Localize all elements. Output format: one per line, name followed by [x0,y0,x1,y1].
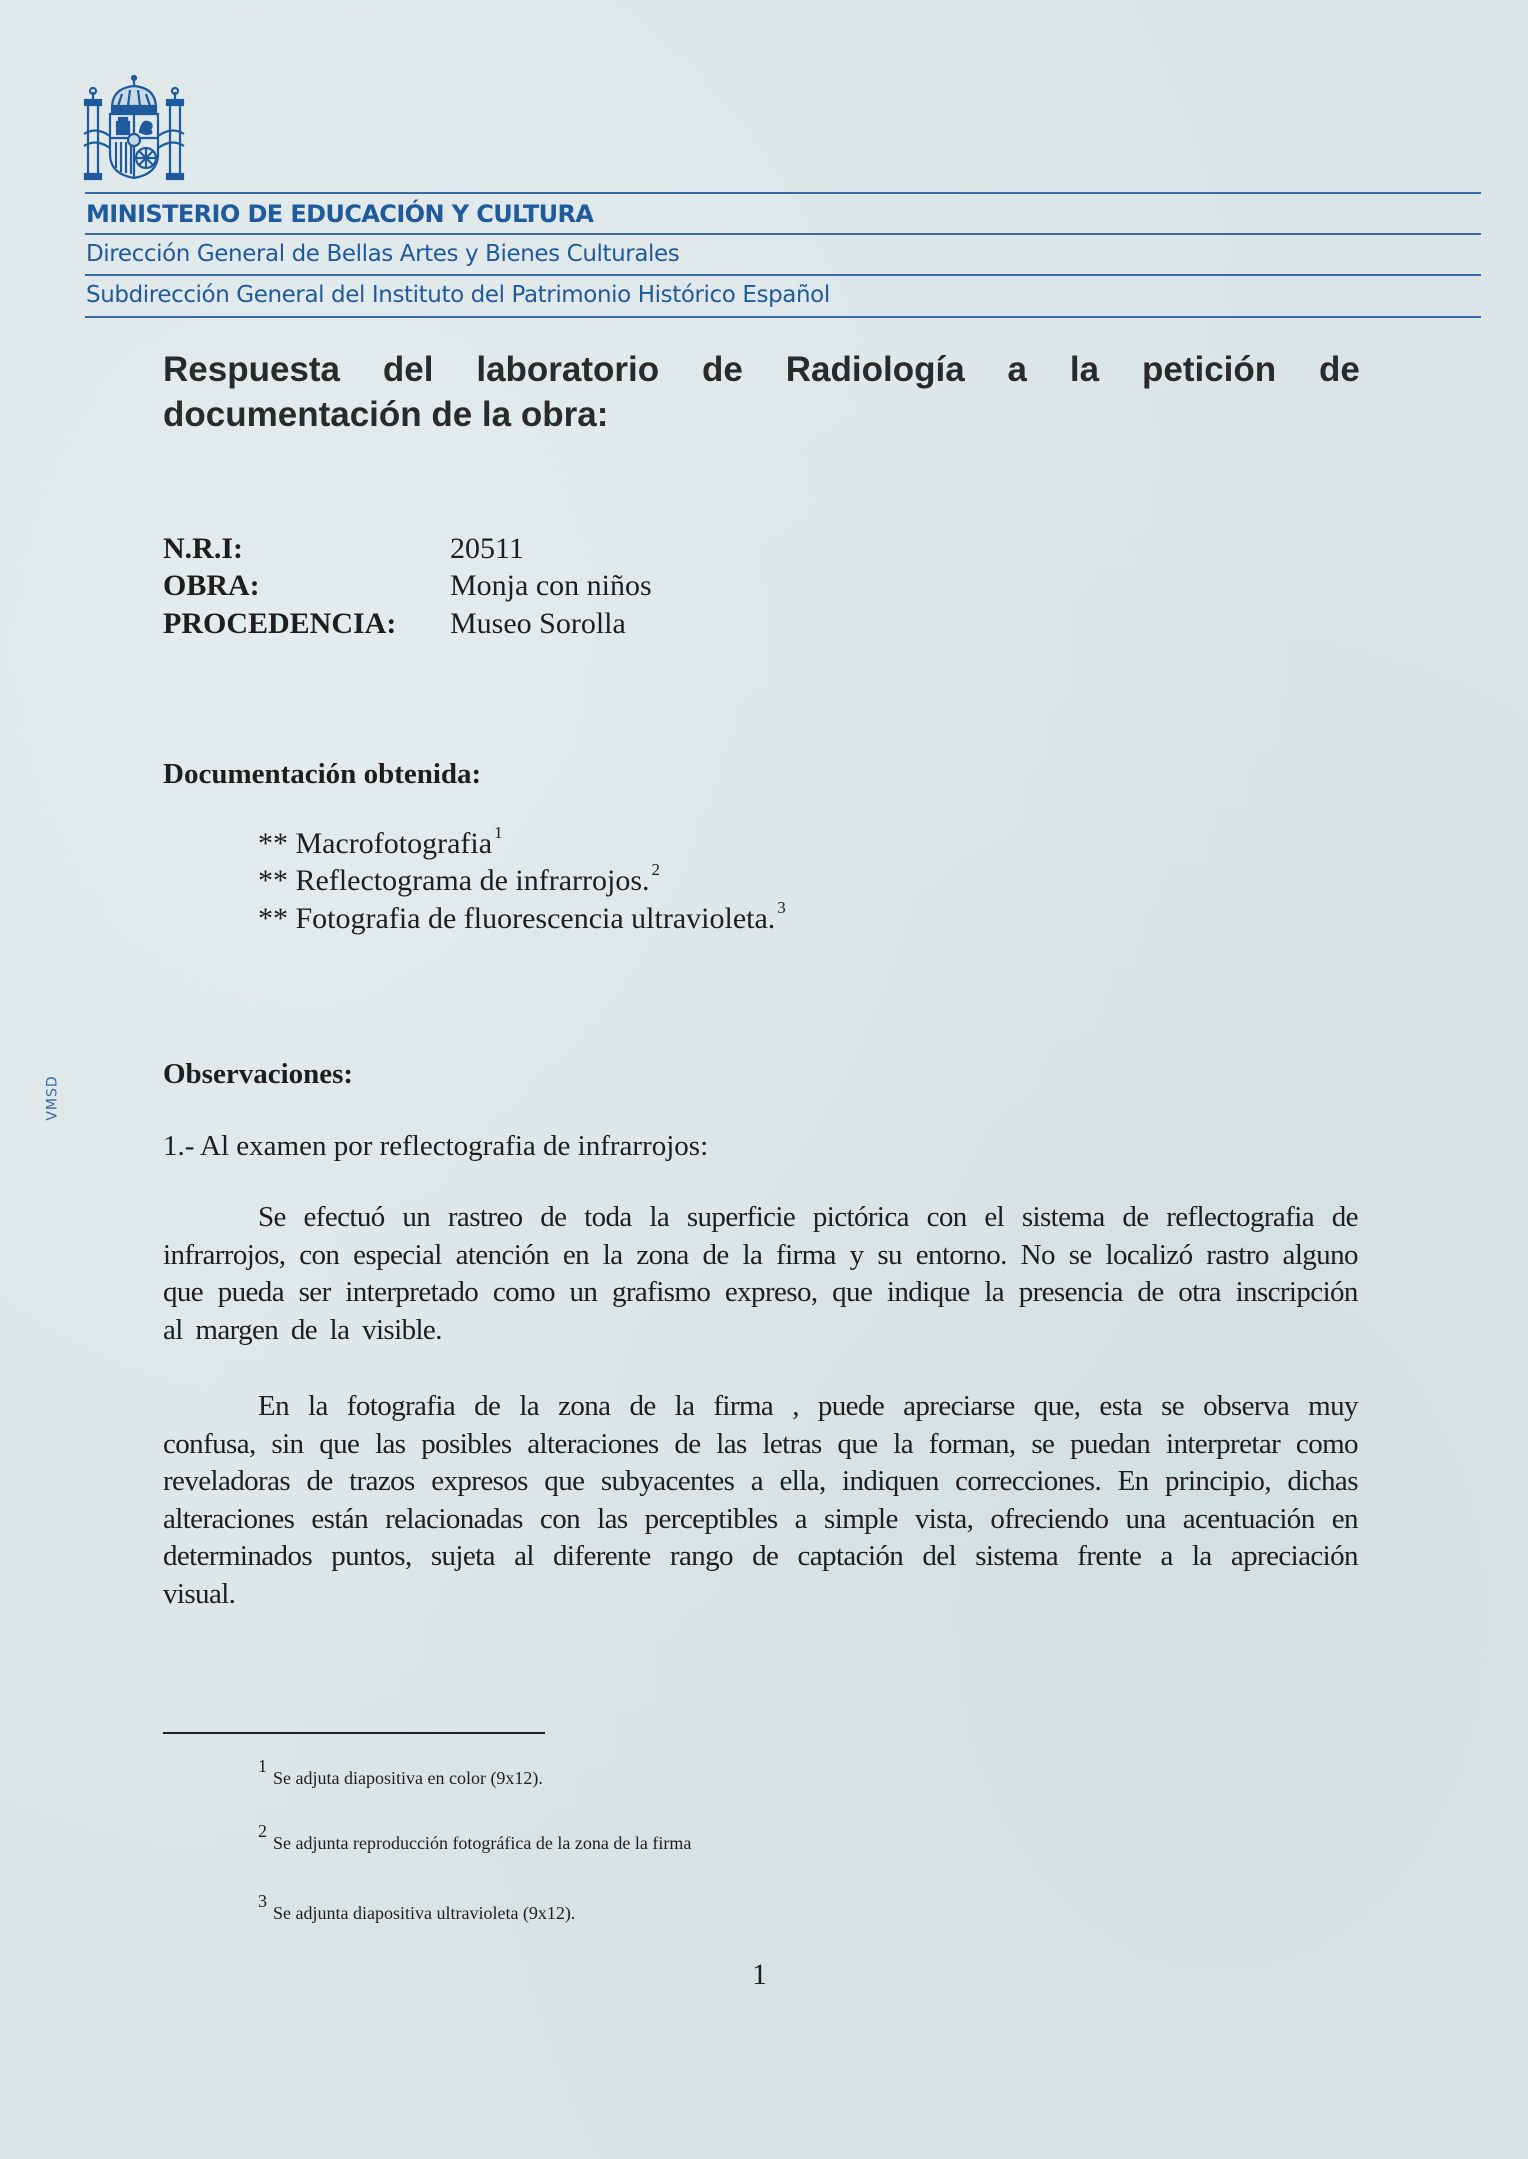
word: en [1331,1502,1358,1535]
title-word: laboratorio [476,350,660,389]
margin-stamp: VMSD [44,1075,61,1121]
word: toda [584,1201,632,1233]
word: expresos [431,1465,528,1497]
documentation-item-text: ** Reflectograma de infrarrojos. [258,864,650,897]
word: dichas [1287,1465,1358,1497]
header-rule-4 [85,316,1481,318]
word: que [319,1427,360,1460]
title-word: la [1069,350,1100,389]
ministry-name: MINISTERIO DE EDUCACIÓN Y CULTURA [86,200,594,228]
word: interpretar [1165,1427,1281,1460]
word: alguno [1282,1238,1358,1271]
footnote-text: Se adjunta reproducción fotográfica de la zona de la firma [273,1833,692,1853]
word: principio, [1165,1465,1271,1497]
word: puede [817,1390,885,1422]
word: pictórica [812,1201,909,1233]
word: localizó [1105,1238,1193,1271]
title-word: petición [1141,350,1277,389]
title-word: Respuesta [163,350,341,389]
word: observa [1203,1390,1290,1422]
word: correcciones. [955,1465,1102,1497]
word: de [1122,1201,1149,1233]
paragraph-line: visual. [163,1577,236,1610]
procedencia-label: PROCEDENCIA: [163,607,397,640]
word: apreciación [1230,1540,1358,1572]
obra-value: Monja con niños [450,569,652,602]
word: indiquen [842,1465,939,1497]
obra-label: OBRA: [163,569,260,602]
word: en [562,1238,589,1271]
word: se [1161,1390,1185,1422]
word: diferente [553,1540,651,1572]
word: un [569,1276,598,1308]
word: alteraciones [527,1427,659,1460]
word: rastreo [447,1201,523,1233]
word: y [849,1238,864,1271]
word: de [1137,1276,1164,1308]
word: ser [298,1276,331,1308]
word: a [1160,1540,1173,1572]
header-rule-3 [85,274,1481,276]
word: superficie [686,1201,796,1233]
footnote-ref: 1 [494,823,503,842]
word: esta [1099,1390,1143,1422]
word: posibles [421,1427,512,1460]
word: las [597,1502,628,1535]
word: apreciarse [903,1390,1015,1422]
word: de [540,1201,567,1233]
word: En [258,1390,290,1422]
word: acentuación [1182,1502,1315,1535]
word: sujeta [430,1540,495,1572]
word: En [1117,1465,1149,1497]
word: de [752,1540,779,1572]
word: reveladoras [163,1465,291,1497]
word: las [716,1427,747,1460]
footnote-ref: 3 [777,898,786,917]
word: expreso, [724,1276,818,1308]
word: captación [797,1540,904,1572]
footnote [258,1756,543,1789]
word: que [544,1465,585,1497]
documentation-heading: Documentación obtenida: [163,758,482,790]
word: con [539,1502,580,1535]
paragraph-line: al margen de la visible. [163,1313,442,1346]
title-word: a [1007,350,1028,389]
word: fotografia [346,1390,456,1422]
footnote-number: 1 [258,1756,267,1776]
word: inscripción [1235,1276,1358,1308]
word: una [1125,1502,1166,1535]
word: firma [776,1238,836,1271]
footnote [258,1891,576,1924]
word: grafismo [611,1276,711,1308]
word: trazos [349,1465,415,1497]
word: muy [1308,1390,1358,1422]
word: zona [636,1238,689,1271]
word: con [926,1201,967,1233]
nri-label: N.R.I: [163,532,243,565]
word: perceptibles [644,1502,778,1535]
word: la [984,1276,1005,1308]
documentation-item [258,860,661,898]
word: se [1068,1238,1092,1271]
observation-item-1: 1.- Al examen por reflectografia de infrarrojos: [163,1130,709,1162]
word: simple [824,1502,898,1535]
word: relacionadas [385,1502,523,1535]
word: frente [1077,1540,1142,1572]
word: letras [762,1427,822,1460]
word: Se [258,1201,286,1233]
word: como [492,1276,555,1308]
word: están [311,1502,368,1535]
paragraph-line [163,1540,1358,1573]
word: subyacentes [600,1465,735,1497]
word: la [674,1390,695,1422]
footnote-text: Se adjuta diapositiva en color (9x12). [273,1768,543,1788]
word: puedan [1070,1427,1151,1460]
word: infrarrojos, [163,1238,286,1271]
title-word: de [1319,350,1360,389]
page-number: 1 [752,1958,767,1991]
word: con [299,1238,340,1271]
paragraph-line [258,1201,1358,1234]
word: de [702,1238,729,1271]
nri-value: 20511 [450,532,524,565]
title-word: de [702,350,743,389]
word: confusa, [163,1427,256,1460]
subdirection: Subdirección General del Instituto del Patrimonio Histórico Español [86,282,830,308]
footnote-number: 2 [258,1821,267,1841]
word: la [308,1390,328,1422]
documentation-item [258,823,503,861]
documentation-item-text: ** Macrofotografia [258,827,493,860]
word: No [1020,1238,1055,1271]
title-word: del [382,350,434,389]
document-title-line-2: documentación de la obra: [163,395,609,434]
footnote-ref: 2 [651,860,661,879]
word: sistema [975,1540,1059,1572]
word: la [742,1238,763,1271]
title-word: Radiología [785,350,965,389]
word: rastro [1206,1238,1269,1271]
word: la [602,1238,623,1271]
word: determinados [163,1540,313,1572]
word: el [984,1201,1005,1233]
word: indique [886,1276,970,1308]
paragraph-line [163,1276,1358,1309]
word: rango [669,1540,733,1572]
paragraph-line [258,1390,1358,1423]
word: la [893,1427,913,1460]
word: se [1031,1427,1055,1460]
footnote-text: Se adjunta diapositiva ultravioleta (9x12). [273,1903,576,1923]
word: entorno. [915,1238,1007,1271]
header-rule-2 [85,233,1481,235]
procedencia-value: Museo Sorolla [450,607,626,640]
general-direction: Dirección General de Bellas Artes y Bienes Culturales [86,241,680,267]
word: ella, [779,1465,826,1497]
word: alteraciones [163,1502,295,1535]
word: a [750,1465,764,1497]
word: atención [455,1238,549,1271]
footnote [258,1821,692,1854]
word: de [629,1390,656,1422]
word: a [794,1502,807,1535]
word: que [832,1276,873,1308]
word: la [519,1390,540,1422]
word: efectuó [303,1201,385,1233]
word: interpretado [345,1276,479,1308]
documentation-item [258,898,786,936]
word: forman, [928,1427,1016,1460]
word: que, [1033,1390,1081,1422]
footnote-number: 3 [258,1891,267,1911]
word: un [402,1201,431,1233]
word: la [1191,1540,1212,1572]
word: puntos, [331,1540,412,1572]
paragraph-line [163,1428,1358,1461]
word: pueda [217,1276,284,1308]
documentation-item-text: ** Fotografia de fluorescencia ultravioleta. [258,902,776,935]
word: de [674,1427,701,1460]
word: ofreciendo [990,1502,1109,1535]
word: la [649,1201,670,1233]
paragraph-line [163,1465,1358,1498]
word: de [1331,1201,1358,1233]
paragraph-line [163,1239,1358,1272]
word: como [1295,1427,1358,1460]
word: del [922,1540,957,1572]
paragraph-line [163,1503,1358,1536]
word: presencia [1018,1276,1123,1308]
word: especial [353,1238,442,1271]
word: que [163,1276,204,1308]
word: su [877,1238,902,1271]
word: que [837,1427,878,1460]
observations-heading: Observaciones: [163,1058,354,1090]
word: , [792,1390,799,1422]
word: vista, [914,1502,974,1535]
word: al [514,1540,534,1572]
word: reflectografia [1166,1201,1314,1233]
word: zona [558,1390,611,1422]
word: de [306,1465,333,1497]
footnote-separator [163,1732,545,1734]
word: firma [713,1390,774,1422]
word: las [375,1427,406,1460]
header-rule-1 [85,192,1481,194]
coat-of-arms-logo [82,74,186,182]
word: de [474,1390,501,1422]
word: sistema [1021,1201,1105,1233]
word: sin [271,1427,304,1460]
word: otra [1178,1276,1221,1308]
document-title-line-1 [163,350,1360,390]
